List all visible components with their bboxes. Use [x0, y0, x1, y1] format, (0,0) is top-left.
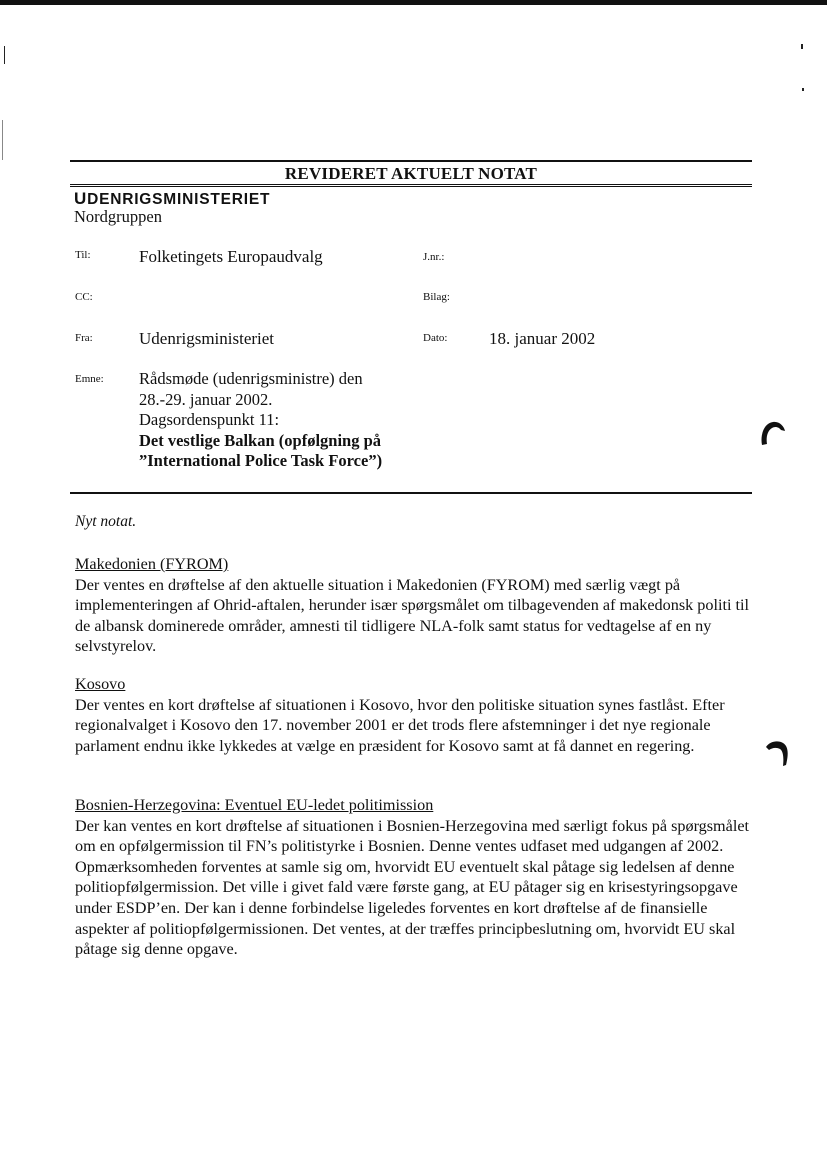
scan-mark [802, 88, 804, 91]
dato-label: Dato: [423, 332, 448, 344]
subject-line: 28.-29. januar 2002. [139, 389, 273, 409]
title-bottom-rule [70, 186, 752, 187]
section-bosnien [75, 795, 765, 960]
jnr-label: J.nr.: [423, 251, 445, 263]
department-name: Nordgruppen [74, 207, 162, 226]
header-end-rule [70, 492, 752, 494]
bilag-label: Bilag: [423, 291, 450, 303]
dato-value: 18. januar 2002 [489, 329, 596, 348]
scan-mark [4, 46, 5, 64]
fra-label: Fra: [75, 332, 93, 344]
note-label: Nyt notat. [75, 513, 137, 530]
section-body: Der ventes en kort drøftelse af situationen i Kosovo, hvor den politiske situation synes fastlåst. Efter regionalvalget i Kosovo den 17. november 2001 er det trods flere afstemninger i det nye regionale parlament endnu ikke lykkedes at vælge en præsident for Kosovo samt at få dannet en regering. [75, 695, 725, 755]
punch-hole-mark [758, 417, 788, 449]
title-top-rule [70, 160, 752, 162]
section-body: Der ventes en drøftelse af den aktuelle situation i Makedonien (FYROM) med særlig vægt på implementeringen af Ohrid-aftalen, herunder især spørgsmålet om tilbagevenden af makedonsk politi til de albansk dominerede områder, amnesti til tidligere NLA-folk samt status for vedtagelse af en ny selvstyrelov. [75, 575, 749, 656]
subject-line: Rådsmøde (udenrigsministre) den [139, 369, 363, 388]
til-label: Til: [75, 249, 91, 261]
subject-line: Dagsordenspunkt 11: [139, 410, 280, 429]
document-title: REVIDERET AKTUELT NOTAT [284, 164, 538, 183]
section-makedonien [75, 554, 765, 657]
subject-block [139, 369, 439, 472]
section-heading: Makedonien (FYROM) [75, 555, 229, 573]
cc-label: CC: [75, 291, 93, 303]
subject-title: Det vestlige Balkan (opfølgning på ”International Police Task Force”) [139, 430, 383, 470]
section-heading: Kosovo [75, 675, 126, 693]
ministry-rest: DENRIGSMINISTERIET [87, 191, 271, 208]
ministry-initial: U [74, 189, 88, 208]
scan-mark [2, 120, 3, 160]
emne-label: Emne: [75, 373, 104, 385]
section-body: Der kan ventes en kort drøftelse af situationen i Bosnien-Herzegovina med særligt fokus på spørgsmålet om en opfølgermission til FN’s politistyrke i Bosnien. Denne ventes udfaset med udgangen af 2002. Opmærksomheden forventes at samle sig om, hvorvidt EU eventuelt skal påtage sig ledelsen af denne politiopfølgermission. Det ville i givet fald være første gang, at EU påtager sig en krisestyringsopgave under ESDP’en. Der kan i denne forbindelse ligeledes forventes en kort drøftelse af de finansielle aspekter af politiopfølgermissionen. Det ventes, at der træffes principbeslutning om, hvorvidt EU skal påtage sig denne opgave. [75, 816, 750, 959]
scan-top-border [0, 0, 827, 5]
punch-hole-mark [764, 737, 792, 769]
til-value: Folketingets Europaudvalg [139, 247, 323, 266]
fra-value: Udenrigsministeriet [139, 329, 275, 348]
title-bottom-rule [70, 184, 752, 185]
section-kosovo [75, 674, 765, 756]
scan-mark [801, 44, 803, 49]
ministry-name [74, 189, 270, 209]
section-heading: Bosnien-Herzegovina: Eventuel EU-ledet politimission [75, 796, 434, 814]
